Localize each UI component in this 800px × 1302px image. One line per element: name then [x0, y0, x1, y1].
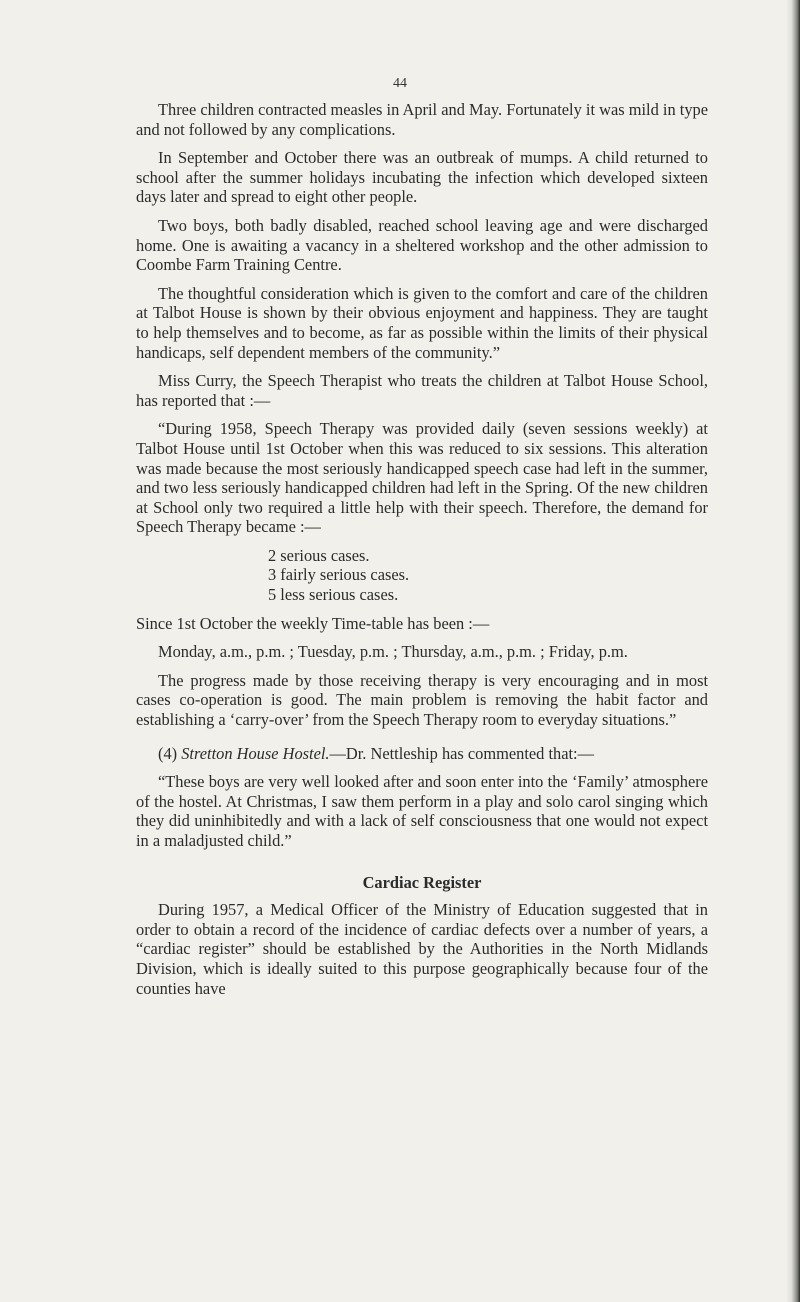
paragraph-mumps: In September and October there was an outbreak of mumps. A child returned to school after the summer holidays incubating the infection which developed sixteen days later and spread to eight other people. [136, 148, 708, 207]
page-number: 44 [393, 76, 407, 91]
list-item: 3 fairly serious cases. [268, 565, 410, 585]
case-list [136, 546, 708, 605]
paragraph-progress: The progress made by those receiving therapy is very encouraging and in most cases co-operation is good. The main problem is removing the habit factor and establishing a ‘carry-over’ from the Speech Therapy room to everyday situations.” [136, 670, 708, 730]
paragraph-comfort: The thoughtful consideration which is given to the comfort and care of the children at Talbot House is shown by their obvious enjoyment and happiness. They are taught to help themselves and to become, as far as possible within the limits of their physical handicaps, self dependent members of the community.” [136, 283, 708, 362]
list-item: 5 less serious cases. [268, 585, 399, 605]
paragraph-stretton-quote: “These boys are very well looked after and soon enter into the ‘Family’ atmosphere of the hostel. At Christmas, I saw them perform in a play and solo carol singing which they did uninhibitedly and with a lack of self consciousness that one would not expect in a maladjusted child.” [136, 772, 708, 850]
page-edge-shadow [786, 0, 800, 1302]
paragraph-speech-intro: Miss Curry, the Speech Therapist who treats the children at Talbot House School, has reported that :— [136, 371, 708, 410]
stretton-title: Stretton House Hostel. [181, 743, 330, 763]
stretton-rest: —Dr. Nettleship has commented that:— [329, 743, 594, 763]
body-text [136, 100, 708, 1007]
paragraph-timetable: Monday, a.m., p.m. ; Tuesday, p.m. ; Thursday, a.m., p.m. ; Friday, p.m. [158, 642, 628, 662]
section-heading-cardiac: Cardiac Register [362, 872, 482, 892]
paragraph-cardiac: During 1957, a Medical Officer of the Ministry of Education suggested that in order to obtain a record of the incidence of cardiac defects over a number of years, a “cardiac register” should be established by the Authorities in the North Midlands Division, which is ideally suited to this purpose geographically because four of the counties have [136, 900, 708, 998]
list-item: 2 serious cases. [268, 545, 370, 565]
paragraph-leavers: Two boys, both badly disabled, reached school leaving age and were discharged home. One is awaiting a vacancy in a sheltered workshop and the other admission to Coombe Farm Training Centre. [136, 215, 708, 275]
paragraph-measles: Three children contracted measles in April and May. Fortunately it was mild in type and not followed by any complications. [136, 100, 708, 139]
paragraph-timetable-intro: Since 1st October the weekly Time-table has been :— [136, 613, 490, 633]
section-number: (4) [158, 743, 178, 763]
paragraph-speech-report: “During 1958, Speech Therapy was provided daily (seven sessions weekly) at Talbot House until 1st October when this was reduced to six sessions. This alteration was made because the most seriously handicapped speech case had left in the summer, and two less seriously handicapped children had left in the Spring. Of the new children at School only two required a little help with their speech. Therefore, the demand for Speech Therapy became :— [136, 419, 708, 537]
paragraph-stretton-heading [136, 744, 708, 764]
